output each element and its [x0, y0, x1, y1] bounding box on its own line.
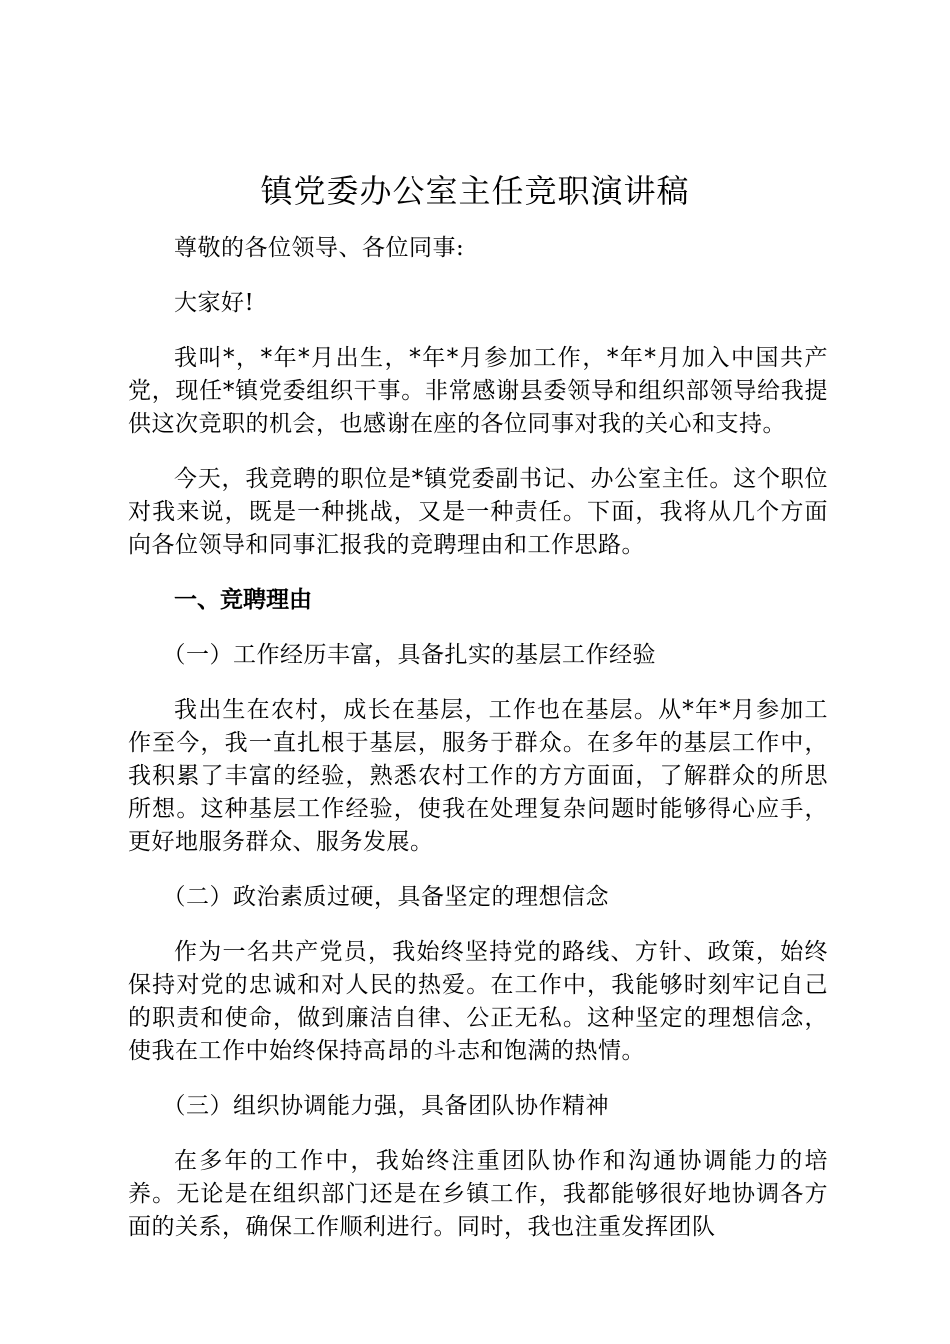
subheading-reason-3: （三）组织协调能力强，具备团队协作精神	[162, 1093, 609, 1119]
greeting: 大家好!	[174, 290, 255, 316]
reason-2-paragraph: 作为一名共产党员，我始终坚持党的路线、方针、政策，始终保持对党的忠诚和对人民的热爱。在工作中，我能够时刻牢记自己的职责和使命，做到廉洁自律、公正无私。这种坚定的理想信念，使我在工作中始终保持高昂的斗志和饱满的热情。	[128, 939, 828, 1064]
document-body	[128, 232, 828, 1266]
reason-1-paragraph: 我出生在农村，成长在基层，工作也在基层。从*年*月参加工作至今，我一直扎根于基层，服务于群众。在多年的基层工作中，我积累了丰富的经验，熟悉农村工作的方方面面，了解群众的所思所想。这种基层工作经验，使我在处理复杂问题时能够得心应手，更好地服务群众、服务发展。	[128, 697, 828, 855]
position-paragraph: 今天，我竞聘的职位是*镇党委副书记、办公室主任。这个职位对我来说，既是一种挑战，又是一种责任。下面，我将从几个方面向各位领导和同事汇报我的竞聘理由和工作思路。	[128, 466, 828, 558]
salutation: 尊敬的各位领导、各位同事:	[174, 235, 465, 261]
intro-paragraph: 我叫*，*年*月出生，*年*月参加工作，*年*月加入中国共产党，现任*镇党委组织干事。非常感谢县委领导和组织部领导给我提供这次竞职的机会，也感谢在座的各位同事对我的关心和支持。	[128, 345, 828, 437]
subheading-reason-1: （一）工作经历丰富，具备扎实的基层工作经验	[162, 642, 656, 668]
subheading-reason-2: （二）政治素质过硬，具备坚定的理想信念	[162, 884, 609, 910]
document-title: 镇党委办公室主任竞职演讲稿	[260, 172, 690, 210]
reason-3-paragraph: 在多年的工作中，我始终注重团队协作和沟通协调能力的培养。无论是在组织部门还是在乡镇工作，我都能够很好地协调各方面的关系，确保工作顺利进行。同时，我也注重发挥团队	[128, 1148, 828, 1240]
section-heading-reasons: 一、竞聘理由	[174, 587, 312, 613]
